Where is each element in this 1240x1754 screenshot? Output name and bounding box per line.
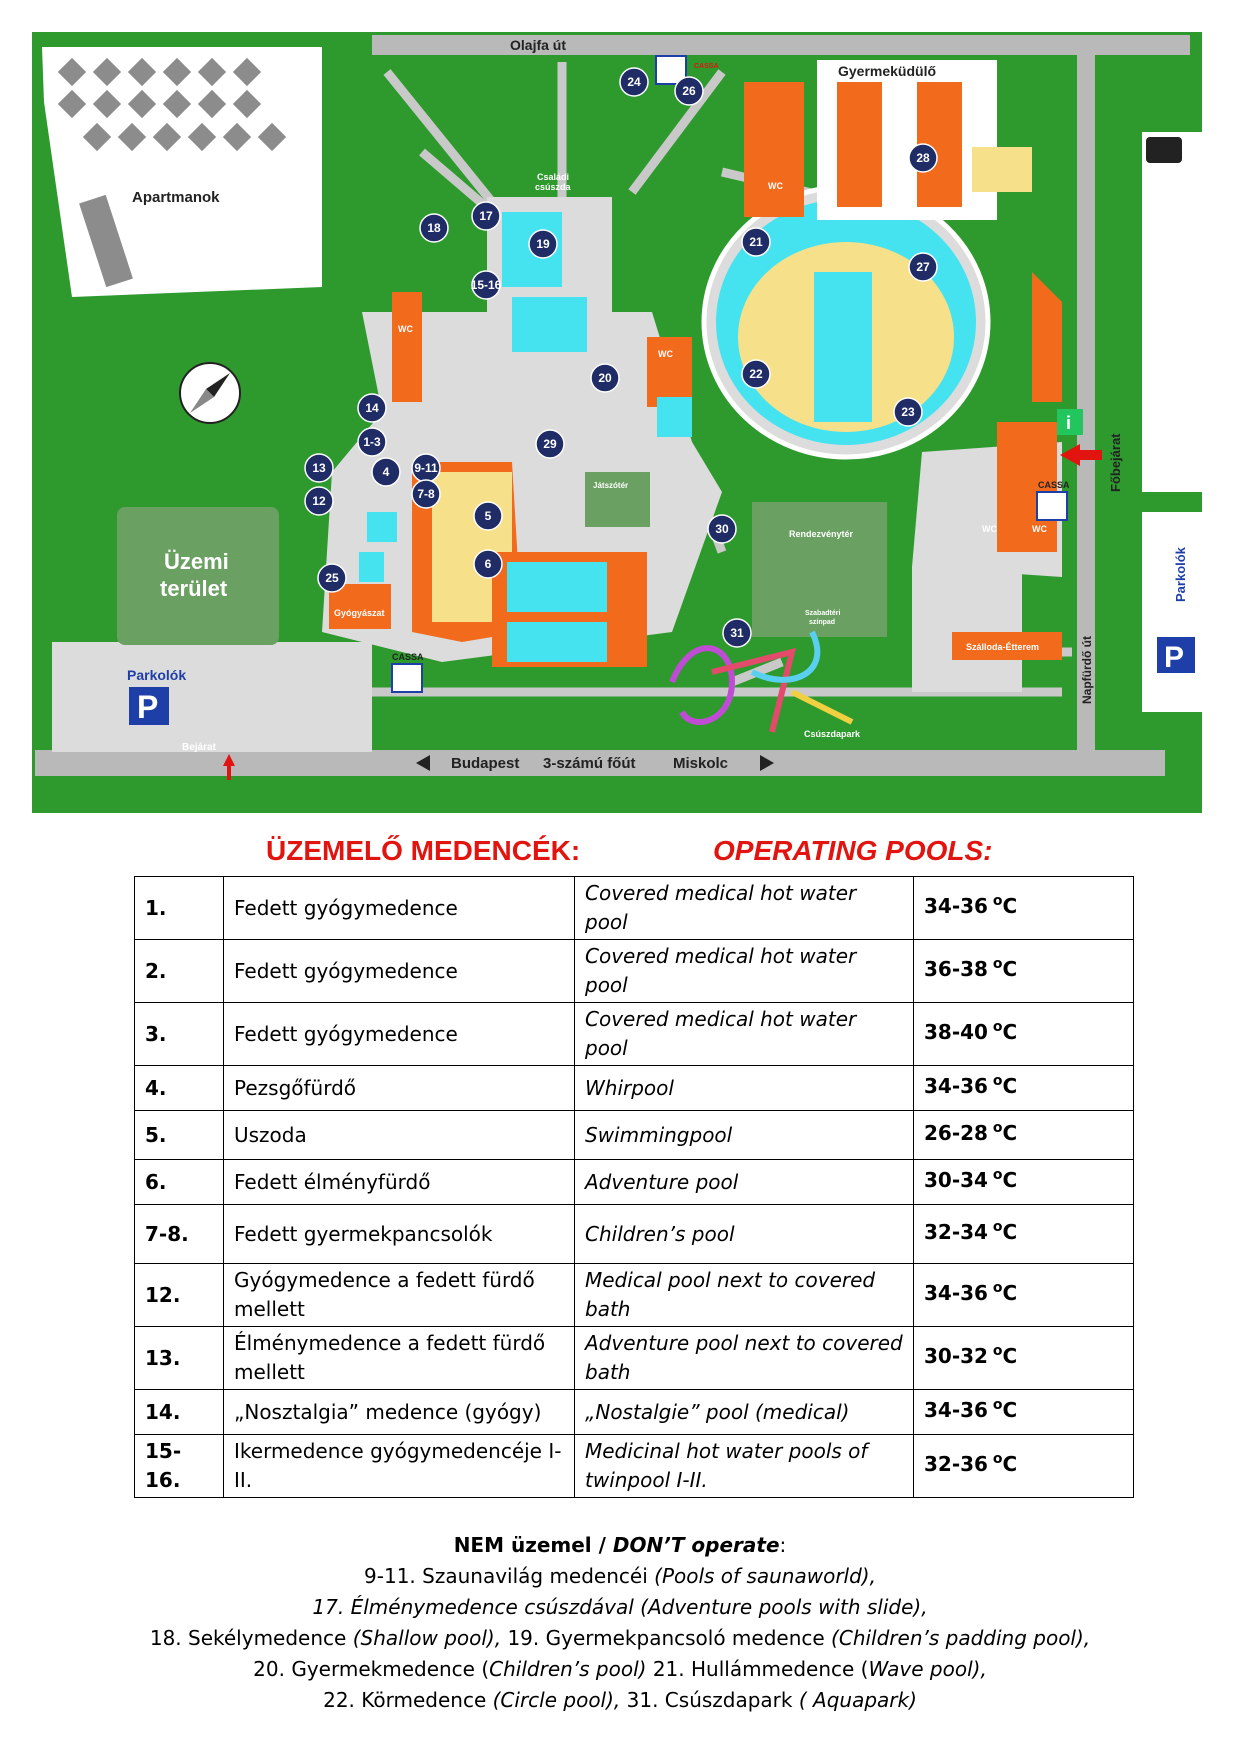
pool-row — [135, 1390, 1134, 1435]
entrance-label: Bejárat — [182, 742, 216, 753]
pool-12 — [359, 552, 384, 582]
map-marker-label: 17 — [479, 209, 493, 223]
main-entrance-label: Főbejárat — [1108, 433, 1123, 492]
road-number-label: 3-számú főút — [543, 755, 636, 772]
slide-park-label: Csúszdapark — [804, 729, 861, 739]
building-wc-left — [392, 292, 422, 402]
pool-temperature — [914, 1003, 1134, 1066]
pool-temperature — [914, 1066, 1134, 1111]
degree-symbol: o — [987, 1019, 1003, 1035]
map-marker-label: 6 — [484, 557, 492, 571]
building-28 — [972, 147, 1032, 192]
pool-name-hu: Ikermedence gyógymedencéje I-II. — [224, 1435, 575, 1498]
not-operating-note — [0, 1530, 1240, 1716]
footer-line-5: 20. Gyermekmedence (Children’s pool) 21. Hullámmedence (Wave pool), — [253, 1657, 987, 1681]
pool-5 — [507, 562, 607, 612]
lower-left-paved — [52, 642, 372, 752]
map-marker-label: 31 — [730, 626, 744, 640]
pool-temperature — [914, 1111, 1134, 1160]
pool-20 — [657, 397, 692, 437]
pool-temperature-value: 34-36 — [924, 1281, 988, 1305]
wc-label-entrance-2: WC — [1032, 524, 1047, 534]
pool-number: 12. — [135, 1264, 224, 1327]
hotel-paved — [912, 567, 1022, 692]
pool-temperature-value: 38-40 — [924, 1020, 988, 1044]
parking-left-label: Parkolók — [127, 667, 187, 683]
pool-number: 14. — [135, 1390, 224, 1435]
info-icon-glyph: i — [1066, 413, 1072, 433]
family-slide-label-1: Családi — [537, 172, 570, 182]
operating-pools-heading-en: OPERATING POOLS: — [713, 835, 993, 866]
pool-name-en: „Nostalgie” pool (medical) — [575, 1390, 914, 1435]
wc-label-mid: WC — [658, 349, 673, 359]
road-budapest-label: Budapest — [451, 755, 520, 772]
children-resort-building-1 — [837, 82, 882, 207]
pool-temperature-value: 34-36 — [924, 1398, 988, 1422]
pool-name-hu: Fedett gyermekpancsolók — [224, 1205, 575, 1264]
parking-left-sign: P — [137, 689, 159, 725]
pool-row — [135, 1264, 1134, 1327]
pool-name-en: Adventure pool next to covered bath — [575, 1327, 914, 1390]
cassa-label-top: CASSA — [694, 63, 719, 70]
map-marker-label: 15-16 — [470, 278, 502, 292]
pool-temperature — [914, 940, 1134, 1003]
degree-symbol: o — [987, 893, 1003, 909]
pool-6 — [507, 622, 607, 662]
map-marker-label: 22 — [749, 367, 763, 381]
map-marker-label: 21 — [749, 235, 763, 249]
footer-line-6: 22. Körmedence (Circle pool), 31. Csúszdapark ( Aquapark) — [323, 1688, 917, 1712]
top-road — [372, 35, 1190, 55]
pool-name-en: Medicinal hot water pools of twinpool I-II. — [575, 1435, 914, 1498]
footer-line-4: 18. Sekélymedence (Shallow pool), 19. Gyermekpancsoló medence (Children’s padding pool), — [149, 1626, 1091, 1650]
event-area-label: Rendezvénytér — [789, 529, 854, 539]
wc-label-top: WC — [768, 181, 783, 191]
wc-label-left: WC — [398, 324, 413, 334]
degree-symbol: o — [987, 1120, 1003, 1136]
map-marker-label: 18 — [427, 221, 441, 235]
open-air-stage-label-1: Szabadtéri — [805, 610, 841, 617]
pool-row — [135, 1066, 1134, 1111]
pool-temperature-unit: C — [1002, 1281, 1018, 1305]
pool-temperature-value: 30-32 — [924, 1344, 988, 1368]
site-map — [32, 32, 1202, 813]
map-marker-label: 4 — [382, 465, 390, 479]
pool-name-en: Medical pool next to covered bath — [575, 1264, 914, 1327]
map-marker-label: 23 — [901, 405, 915, 419]
footer-title — [0, 1530, 1240, 1561]
pool-number: 5. — [135, 1111, 224, 1160]
map-marker-label: 14 — [365, 401, 379, 415]
parking-right-label: Parkolók — [1173, 547, 1188, 602]
pool-row — [135, 1205, 1134, 1264]
cassa-label-left: CASSA — [392, 652, 424, 662]
pool-temperature-value: 34-36 — [924, 1074, 988, 1098]
road-miskolc-label: Miskolc — [673, 755, 729, 772]
operating-pools-heading-hu: ÜZEMELŐ MEDENCÉK: — [266, 835, 581, 866]
pool-temperature-value: 26-28 — [924, 1121, 988, 1145]
degree-symbol: o — [987, 1397, 1003, 1413]
bus-stop-area — [1142, 132, 1202, 492]
degree-symbol: o — [987, 1219, 1003, 1235]
pool-name-hu: Fedett gyógymedence — [224, 877, 575, 940]
footer-title-sep: / — [591, 1533, 613, 1557]
hotel-label: Szálloda-Étterem — [966, 642, 1040, 652]
pool-temperature — [914, 1160, 1134, 1205]
degree-symbol: o — [987, 1167, 1003, 1183]
pool-temperature-value: 32-36 — [924, 1452, 988, 1476]
pool-row — [135, 940, 1134, 1003]
map-marker-label: 30 — [715, 522, 729, 536]
cassa-label-right: CASSA — [1038, 480, 1070, 490]
parking-right-sign: P — [1164, 641, 1185, 674]
pool-number: 15-16. — [135, 1435, 224, 1498]
pool-temperature — [914, 1390, 1134, 1435]
pool-number: 1. — [135, 877, 224, 940]
map-marker-label: 5 — [484, 509, 492, 523]
pool-row — [135, 1160, 1134, 1205]
pool-temperature — [914, 1264, 1134, 1327]
plant-area-label-1: Üzemi — [164, 549, 229, 574]
pool-name-hu: Fedett gyógymedence — [224, 940, 575, 1003]
map-marker-label: 27 — [916, 260, 930, 274]
pool-name-hu: Élménymedence a fedett fürdő mellett — [224, 1327, 575, 1390]
pool-name-en: Adventure pool — [575, 1160, 914, 1205]
pool-name-hu: Fedett gyógymedence — [224, 1003, 575, 1066]
map-marker-label: 7-8 — [417, 487, 435, 501]
pool-temperature-unit: C — [1002, 1020, 1018, 1044]
pool-temperature — [914, 1327, 1134, 1390]
pool-temperature-unit: C — [1002, 1121, 1018, 1145]
pool-name-en: Covered medical hot water pool — [575, 940, 914, 1003]
map-marker-label: 9-11 — [414, 461, 438, 475]
apartments-area — [42, 47, 322, 297]
apartments-label: Apartmanok — [132, 189, 220, 206]
pool-temperature — [914, 877, 1134, 940]
map-marker-label: 26 — [682, 84, 696, 98]
cassa-icon-right — [1037, 492, 1067, 520]
pool-name-en: Children’s pool — [575, 1205, 914, 1264]
pool-number: 13. — [135, 1327, 224, 1390]
pool-row — [135, 877, 1134, 940]
pool-temperature-value: 32-34 — [924, 1220, 988, 1244]
pool-15-16 — [512, 297, 587, 352]
playground-label: Játszótér — [593, 481, 629, 490]
map-marker-label: 13 — [312, 461, 326, 475]
map-marker-label: 1-3 — [363, 435, 381, 449]
pool-temperature — [914, 1435, 1134, 1498]
wc-label-entrance-1: WC — [982, 524, 997, 534]
open-air-stage-label-2: színpad — [809, 619, 836, 626]
pool-number: 4. — [135, 1066, 224, 1111]
map-marker-label: 12 — [312, 494, 326, 508]
pool-name-hu: „Nosztalgia” medence (gyógy) — [224, 1390, 575, 1435]
footer-line-3: 17. Élménymedence csúszdával (Adventure pools with slide), — [312, 1595, 928, 1619]
map-marker-label: 29 — [543, 437, 557, 451]
pool-temperature-unit: C — [1002, 1168, 1018, 1192]
pool-temperature-unit: C — [1002, 957, 1018, 981]
pool-number: 2. — [135, 940, 224, 1003]
bus-icon — [1146, 137, 1182, 163]
map-marker-label: 20 — [598, 371, 612, 385]
map-marker-label: 28 — [916, 151, 930, 165]
pool-row — [135, 1435, 1134, 1498]
pool-row — [135, 1003, 1134, 1066]
building-26 — [744, 82, 804, 217]
pool-temperature-unit: C — [1002, 1074, 1018, 1098]
pool-temperature-unit: C — [1002, 1344, 1018, 1368]
pool-row — [135, 1111, 1134, 1160]
pool-temperature-unit: C — [1002, 894, 1018, 918]
degree-symbol: o — [987, 1343, 1003, 1359]
pool-name-en: Covered medical hot water pool — [575, 877, 914, 940]
pool-temperature-unit: C — [1002, 1452, 1018, 1476]
pool-name-hu: Gyógymedence a fedett fürdő mellett — [224, 1264, 575, 1327]
pool-number: 6. — [135, 1160, 224, 1205]
right-road-label: Napfürdő út — [1080, 636, 1094, 704]
map-marker-label: 19 — [536, 237, 550, 251]
map-marker-label: 25 — [325, 571, 339, 585]
pool-name-en: Swimmingpool — [575, 1111, 914, 1160]
building-wc-mid — [647, 337, 692, 407]
pool-temperature-value: 36-38 — [924, 957, 988, 981]
footer-title-colon: : — [779, 1533, 787, 1557]
pool-number: 7-8. — [135, 1205, 224, 1264]
pool-22 — [814, 272, 872, 422]
pool-name-hu: Pezsgőfürdő — [224, 1066, 575, 1111]
degree-symbol: o — [987, 1280, 1003, 1296]
pool-temperature-unit: C — [1002, 1220, 1018, 1244]
pool-name-hu: Fedett élményfürdő — [224, 1160, 575, 1205]
operating-pools-table — [134, 876, 1134, 1498]
pool-name-en: Covered medical hot water pool — [575, 1003, 914, 1066]
map-marker-label: 24 — [627, 75, 641, 89]
degree-symbol: o — [987, 956, 1003, 972]
parking-right-area — [1142, 512, 1202, 712]
cassa-icon-left — [392, 664, 422, 692]
pool-name-en: Whirpool — [575, 1066, 914, 1111]
footer-title-hu: NEM üzemel — [453, 1533, 592, 1557]
top-road-label: Olajfa út — [510, 37, 567, 53]
family-slide-label-2: csúszda — [535, 182, 571, 192]
plant-area-label-2: terület — [160, 576, 228, 601]
pool-row — [135, 1327, 1134, 1390]
footer-line-2: 9-11. Szaunavilág medencéi (Pools of saunaworld), — [364, 1564, 876, 1588]
pool-name-hu: Uszoda — [224, 1111, 575, 1160]
footer-title-en: DON’T operate — [612, 1533, 780, 1557]
pool-temperature-value: 30-34 — [924, 1168, 988, 1192]
pool-temperature-unit: C — [1002, 1398, 1018, 1422]
pool-temperature — [914, 1205, 1134, 1264]
degree-symbol: o — [987, 1451, 1003, 1467]
degree-symbol: o — [987, 1073, 1003, 1089]
pool-temperature-value: 34-36 — [924, 894, 988, 918]
children-resort-label: Gyermeküdülő — [838, 63, 937, 79]
pool-number: 3. — [135, 1003, 224, 1066]
pool-13 — [367, 512, 397, 542]
medical-label: Gyógyászat — [334, 608, 385, 618]
